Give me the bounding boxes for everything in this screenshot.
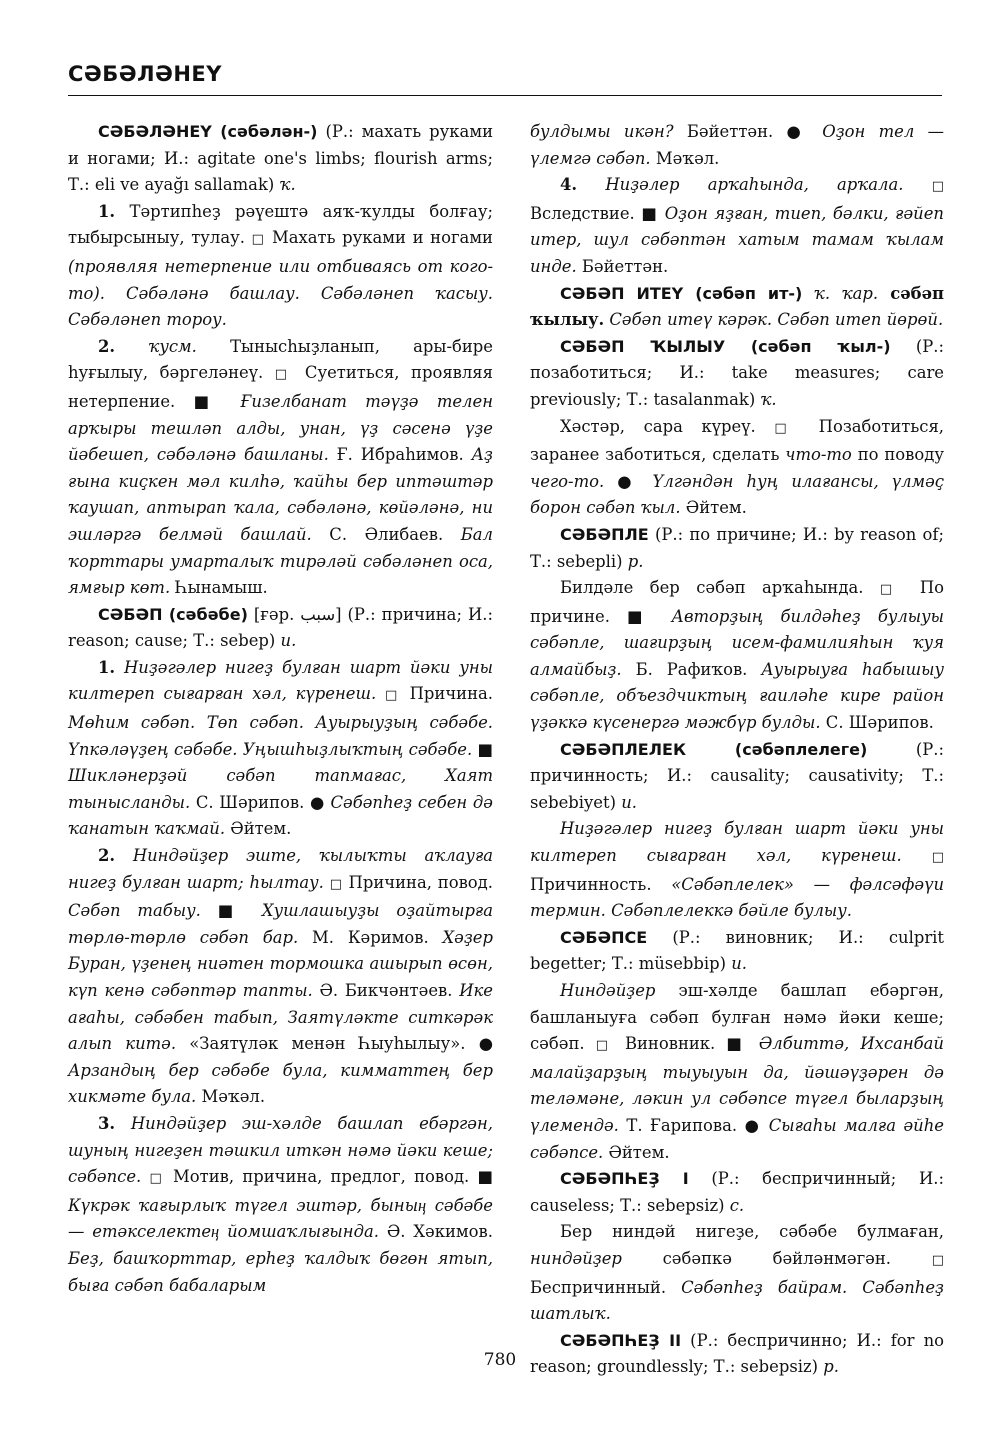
entry-sabapse bbox=[530, 925, 944, 978]
quote: Әлбиттә, Ихсанбай малайҙарҙың тыуыуын да, йәшәүҙәрен дә теләмәне, ләкин ул сәбәпсе түгел быларҙың үлемендә. bbox=[530, 1034, 944, 1135]
entry-sabaplelek bbox=[530, 737, 944, 817]
bullet-icon: ● bbox=[744, 1115, 762, 1135]
proverb: Сәбәпһеҙ себен дә ҡанатын ҡаҡмай. bbox=[68, 792, 493, 839]
square-icon: □ bbox=[595, 1038, 614, 1054]
sense-number: 1. bbox=[98, 201, 116, 221]
headword: СӘБӘП ИТЕҮ (сәбәп ит-) bbox=[560, 283, 803, 303]
source: Һынамыш. bbox=[170, 578, 268, 598]
definition: Хәстәр, сара күреү. bbox=[560, 416, 775, 436]
author: С. Шәрипов. bbox=[820, 713, 934, 733]
headword: СӘБӘП ҠЫЛЫУ (сәбәп ҡыл-) bbox=[560, 336, 891, 356]
equivalents: (Р.: махать руками и ногами; И.: agitate one's limbs; flourish arms; Т.: eli ve ayağı sallamak) bbox=[68, 122, 493, 195]
square-icon: □ bbox=[329, 876, 343, 892]
definition-word: ниндәйҙер bbox=[530, 1248, 622, 1268]
quote: Оҙон яҙған, тиеп, бәлки, ғәйеп итер, шул сәбәптән хатым тамам ҡылам инде. bbox=[530, 203, 944, 276]
translation: Суетиться, проявляя нетерпение. bbox=[68, 363, 493, 411]
sense-number: 2. bbox=[98, 336, 116, 356]
square-icon: □ bbox=[931, 1252, 944, 1268]
square-icon: □ bbox=[274, 367, 294, 383]
quote: Ғизелбанат тәүҙә телен арҡыры тешләп алды, унан, үҙ сәсенә үҙе йәбешеп, сәбәләнә башланы. bbox=[68, 391, 493, 465]
source: Мәҡәл. bbox=[650, 148, 720, 168]
headword: СӘБӘПЛЕЛЕК bbox=[560, 739, 687, 759]
author: Ә. Хәкимов. bbox=[378, 1222, 493, 1242]
part-of-speech: и. bbox=[621, 792, 637, 812]
headword: СӘБӘПЛЕ bbox=[560, 524, 649, 544]
definition-block bbox=[530, 816, 944, 924]
author: Б. Рафиҡов. bbox=[621, 659, 762, 679]
author: М. Кәримов. bbox=[298, 927, 443, 947]
part-of-speech: ҡ. bbox=[802, 283, 842, 303]
square-icon: □ bbox=[931, 850, 944, 866]
sense-number: 3. bbox=[98, 1113, 116, 1133]
equivalents: (Р.: по причине; И.: by reason of; Т.: sebepli) bbox=[530, 524, 944, 571]
translation: Махать руками и ногами bbox=[265, 228, 493, 248]
definition: Ниндәйҙер эш-хәлде башлап ебәргән, шуның нигеҙен тәшкил иткән нәмә йәки кеше; сәбәпсе. bbox=[68, 1113, 493, 1187]
definition: Ниндәйҙер эште, ҡылыҡты аҡлауға нигеҙ булған шарт; һылтау. bbox=[68, 846, 493, 892]
quote: Бал ҡорттары умарталыҡ тирәләй сәбәләнеп оса, ямғыр көт. bbox=[68, 524, 493, 598]
translation: Мотив, причина, предлог, повод. bbox=[164, 1167, 478, 1187]
definition: Тыныcһыҙланып, ары-бире һуғылыу, бәргеләнеү. bbox=[68, 336, 493, 383]
part-of-speech: с. bbox=[729, 1195, 745, 1215]
sense-2 bbox=[68, 334, 493, 602]
entry-sabalaneu bbox=[68, 119, 493, 199]
definition: эш-хәлде башлап ебәргән, башланыуға сәбәп булған нәмә йәки кеше; сәбәп. bbox=[530, 981, 944, 1054]
examples: «Сәбәплелек» — фәлсәфәүи термин. Сәбәплелеккә бәйле булыу. bbox=[530, 874, 944, 921]
proverb: Үлгәндән һуң илағансы, үлмәҫ борон сәбәп ҡыл. bbox=[530, 471, 944, 518]
author: С. Шәрипов. bbox=[190, 792, 311, 812]
equivalents: (Р.: причинность; И.: causality; causativity; Т.: sebebiyet) bbox=[530, 739, 944, 812]
source: «Заятүләк менән Һыуһылыу». bbox=[176, 1034, 479, 1054]
translation: По причине. bbox=[530, 578, 944, 626]
black-square-icon: ■ bbox=[641, 203, 659, 223]
continued-quote bbox=[530, 119, 944, 172]
black-square-icon: ■ bbox=[217, 901, 245, 921]
author: Т. Ғарипова. bbox=[618, 1115, 745, 1135]
definition-block bbox=[530, 575, 944, 737]
sense-4 bbox=[530, 172, 944, 280]
examples: Сәбәләнә башлау. Сәбәләнеп ҡасыу. Сәбәләнеп тороу. bbox=[68, 283, 493, 330]
quote: Ауырыуға һабышыу сәбәпле, объездчиктың ғаиләһе кире район үҙәккә күсенергә мәжбүр булды. bbox=[530, 659, 945, 733]
headword: СӘБӘПСЕ bbox=[560, 927, 648, 947]
square-icon: □ bbox=[774, 420, 801, 436]
quote: Күкрәк ҡағырлыҡ түгел эштәр, быныӊ сәбәбе — етәкселектеӊ йомшаҡлығында. bbox=[68, 1195, 493, 1242]
translation: Причина. bbox=[400, 684, 493, 704]
bullet-icon: ● bbox=[786, 122, 809, 141]
definition-block bbox=[530, 1219, 944, 1327]
translation: Причина, повод. bbox=[342, 872, 493, 892]
usage-mark: ҡусм. bbox=[115, 336, 197, 356]
entry-sabaple bbox=[530, 522, 944, 575]
sense-3 bbox=[68, 1111, 493, 1299]
source: Бәйеттән. bbox=[673, 122, 787, 141]
examples: Сәбәп табыу. bbox=[68, 901, 218, 921]
black-square-icon: ■ bbox=[477, 739, 493, 759]
cross-reference: сәбәп ҡылыу. bbox=[530, 283, 944, 330]
part-of-speech: р. bbox=[823, 1357, 839, 1377]
sense-number: 4. bbox=[560, 175, 578, 195]
translation: Беспричинный. bbox=[530, 1277, 682, 1297]
proverb: Сығаһы малға әйһе сәбәпсе. bbox=[530, 1115, 944, 1162]
header-rule bbox=[68, 95, 942, 96]
page-number: 780 bbox=[483, 1350, 517, 1370]
definition-block bbox=[530, 978, 944, 1166]
source: Әйтем. bbox=[680, 498, 747, 518]
definition: Ниҙәгәлер нигеҙ булған шарт йәки уны килтереп сығарған хәл, күренеш. bbox=[68, 657, 493, 704]
running-head: СӘБӘЛӘНЕҮ bbox=[68, 62, 222, 86]
cross-reference-mark: ҡар. bbox=[841, 283, 879, 303]
quote: Хәҙер Буран, үҙенең ниәтен тормошка ашырып өсөн, күп кенә сәбәптәр тапты. bbox=[68, 927, 493, 1000]
part-of-speech: р. bbox=[627, 551, 644, 571]
sense-1 bbox=[68, 655, 493, 843]
examples: Сәбәп итеү кәрәк. Сәбәп итеп йөрөй. bbox=[604, 310, 944, 330]
part-of-speech: и. bbox=[731, 954, 748, 974]
equivalents: (Р.: беспричинно; И.: for no reason; groundlessly; Т.: sebepsiz) bbox=[530, 1330, 945, 1377]
square-icon: □ bbox=[384, 688, 401, 704]
bullet-icon: ● bbox=[478, 1034, 493, 1054]
bullet-icon: ● bbox=[310, 792, 325, 812]
left-column bbox=[68, 119, 493, 1299]
quote: Хушлашыуҙы оҙайтырға төрлө-төрлө сәбәп бар. bbox=[68, 901, 493, 947]
headword: СӘБӘЛӘНЕҮ (сәбәлән-) bbox=[98, 122, 318, 141]
examples: Сәбәпһеҙ байрам. Сәбәпһеҙ шатлыҡ. bbox=[530, 1277, 944, 1324]
equivalents: (Р.: виновник; И.: culprit begetter; Т.: müsebbip) bbox=[530, 927, 944, 974]
headword: СӘБӘПҺЕҘ I bbox=[560, 1169, 689, 1189]
gloss: что-то bbox=[785, 445, 852, 465]
part-of-speech: и. bbox=[280, 631, 297, 651]
square-icon: □ bbox=[149, 1171, 165, 1187]
headword: СӘБӘП (сәбәбе) bbox=[98, 604, 248, 624]
quote: Ике ағаһы, сәбәбен табып, Заятүләкте ситкәрәк алып китә. bbox=[68, 981, 493, 1054]
definition-block bbox=[530, 414, 944, 522]
entry-sabapheth-1 bbox=[530, 1166, 944, 1219]
headword: СӘБӘПҺЕҘ II bbox=[560, 1330, 682, 1350]
equivalents: ] (Р.: причина; И.: reason; cause; Т.: sebep) bbox=[68, 604, 494, 651]
black-square-icon: ■ bbox=[627, 606, 655, 626]
arabic-script: سبب bbox=[300, 604, 336, 624]
square-icon: □ bbox=[251, 232, 266, 248]
gloss: (проявляя нетерпение или отбиваясь от кого-то). bbox=[68, 256, 493, 303]
author: С. Әлибаев. bbox=[311, 524, 461, 544]
definition: Билдәле бер сәбәп арҡаһында. bbox=[560, 578, 880, 598]
definition: Тәртипһеҙ рәүештә аяҡ-ҡулды болғау; тыбырсыныу, тулау. bbox=[68, 201, 493, 248]
source: Әйтем. bbox=[225, 819, 292, 839]
quote: Авторҙың билдәһеҙ булыуы сәбәпле, шағирҙың исем-фамилияһын ҡуя алмайбыҙ. bbox=[530, 606, 944, 679]
sense-2 bbox=[68, 843, 493, 1111]
author: Ә. Бикчәнтәев. bbox=[312, 981, 460, 1000]
author: Ғ. Ибраһимов. bbox=[328, 445, 472, 465]
quote: Аҙ ғына киҫкен мәл килһә, ҡайһы бер иптәштәр ҡаушап, аптырап ҡала, сәбәләнә, көйәләнә, ни эшләргә белмәй башлай. bbox=[68, 445, 493, 544]
definition: сәбәпкә бәйләнмәгән. bbox=[621, 1248, 932, 1268]
translation: Причинность. bbox=[530, 874, 672, 894]
translation: по поводу bbox=[851, 445, 944, 465]
proverb: Арзандың бер сәбәбе була, кимматтең бер хикмәте була. bbox=[68, 1060, 493, 1107]
sense-number: 1. bbox=[98, 657, 116, 677]
bullet-icon: ● bbox=[604, 471, 640, 491]
source: Мәҡәл. bbox=[196, 1087, 266, 1107]
translation: Вследствие. bbox=[530, 203, 642, 223]
quote: Шикләнерҙәй сәбәп тапмағас, Хаят тынысланды. bbox=[68, 766, 493, 812]
definition: Бер ниндәй нигеҙе, сәбәбе булмаған, bbox=[560, 1222, 944, 1242]
equivalents: (Р.: беспричинный; И.: causeless; Т.: sebepsiz) bbox=[530, 1169, 944, 1215]
sense-number: 2. bbox=[98, 846, 116, 866]
black-square-icon: ■ bbox=[726, 1034, 748, 1054]
proverb: Оҙон тел — үлемгә сәбәп. bbox=[530, 122, 944, 168]
etymology: [ғәр. bbox=[247, 604, 301, 624]
sense-1 bbox=[68, 199, 493, 334]
source: Әйтем. bbox=[603, 1142, 670, 1162]
part-of-speech: ҡ. bbox=[279, 175, 296, 195]
examples: Мөһим сәбәп. Төп сәбәп. Ауырыуҙың сәбәбе. Үпкәләүҙең сәбәбе. Уңышһыҙлыҡтың сәбәбе. bbox=[68, 713, 493, 759]
translation: Виновник. bbox=[613, 1034, 727, 1054]
right-column bbox=[530, 119, 944, 1381]
definition-lead: Ниндәйҙер bbox=[560, 981, 656, 1000]
quote: Беҙ, башҡорттар, ерһеҙ ҡалдыҡ бөгөн ятып, быға сәбәп бабаларым bbox=[68, 1248, 493, 1295]
entry-sabap-iteu bbox=[530, 281, 944, 334]
definition: Ниҙәгәлер нигеҙ булған шарт йәки уны килтереп сығарған хәл, күренеш. bbox=[530, 819, 944, 866]
definition: Ниҙәлер арҡаһында, арҡала. bbox=[577, 175, 932, 195]
part-of-speech: ҡ. bbox=[760, 389, 777, 409]
headword-form: (сәбәплелеге) bbox=[686, 739, 868, 759]
black-square-icon: ■ bbox=[477, 1167, 493, 1187]
translation: Позаботиться, заранее заботиться, сделать bbox=[530, 416, 944, 465]
equivalents: (Р.: позаботиться; И.: take measures; care previously; Т.: tasalanmak) bbox=[530, 336, 944, 409]
square-icon: □ bbox=[931, 179, 944, 195]
source: Бәйеттән. bbox=[576, 256, 669, 276]
quote: булдымы икән? bbox=[530, 122, 674, 141]
entry-sabap bbox=[68, 602, 493, 655]
black-square-icon: ■ bbox=[193, 391, 223, 411]
square-icon: □ bbox=[879, 582, 904, 598]
entry-sabap-qylyu bbox=[530, 334, 944, 414]
gloss: чего-то. bbox=[530, 471, 605, 491]
